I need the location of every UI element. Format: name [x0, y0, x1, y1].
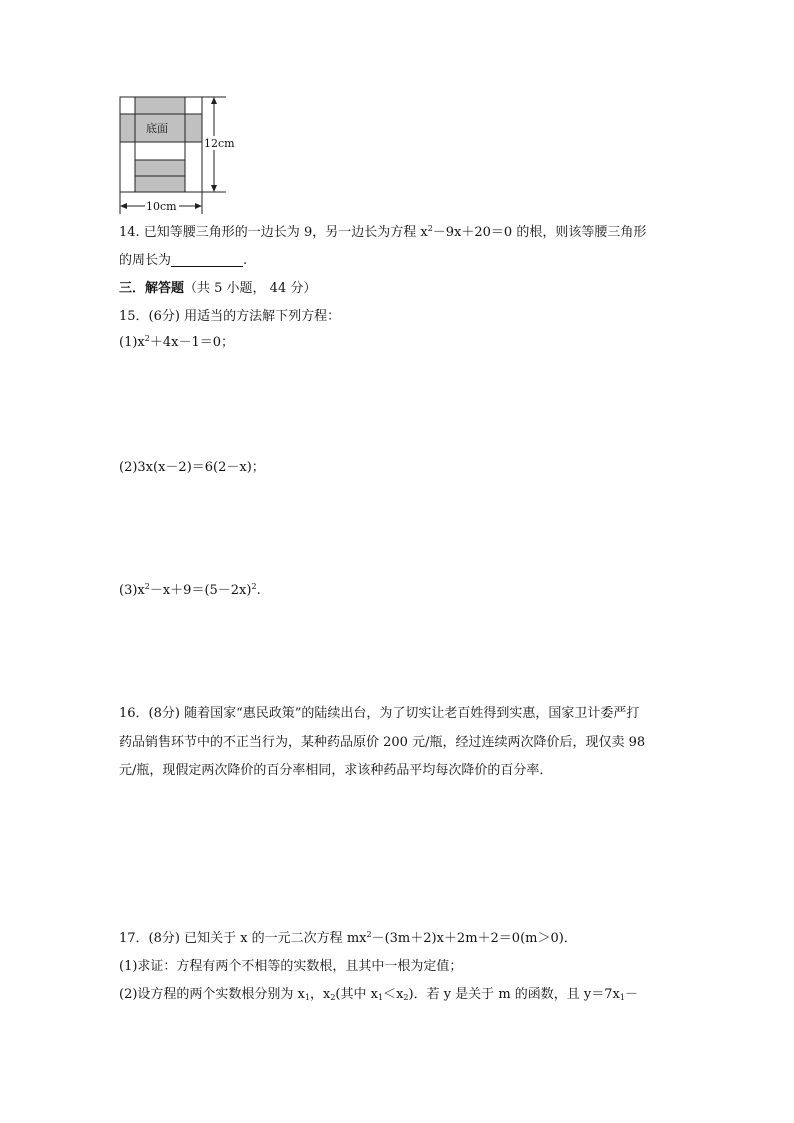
- q15-intro-text: 15．(6分) 用适当的方法解下列方程：: [119, 309, 341, 324]
- q17-sub-4: 2: [403, 993, 409, 1002]
- q16-text-3: 元/瓶，现假定两次降价的百分率相同，求该种药品平均每次降价的百分率．: [119, 763, 553, 778]
- q17-line-2: [119, 958, 462, 976]
- height-label: 12cm: [204, 137, 235, 150]
- q15-part-1: [119, 334, 234, 352]
- height-arrow-down: [211, 185, 217, 192]
- q16-line-1: [119, 705, 639, 723]
- q17-l3-d: ＜x: [383, 987, 404, 1002]
- top-flap-cell: [135, 97, 185, 114]
- width-label: 10cm: [146, 200, 177, 213]
- section-3-detail: （共 5 小题， 44 分）: [184, 281, 317, 296]
- section-3-label: 三．解答题: [119, 281, 185, 296]
- q14-line-1: [119, 224, 646, 242]
- height-arrow-up: [211, 97, 217, 104]
- q15-p3-exp1: 2: [144, 582, 150, 591]
- q16-text-1: 16．(8分) 随着国家“惠民政策”的陆续出台，为了切实让老百姓得到实惠，国家卫计委严打: [119, 706, 640, 721]
- q15-p2-text: (2)3x(x－2)＝6(2－x)；: [119, 460, 265, 475]
- q14-text-b: －9x＋20＝0 的根，则该等腰三角形: [432, 225, 647, 240]
- width-arrow-right: [195, 203, 202, 209]
- q16-line-2: [119, 734, 645, 752]
- box-net-figure: [0, 0, 794, 230]
- q15-p3-c: .: [256, 583, 261, 598]
- q17-sub-2: 2: [330, 993, 336, 1002]
- q14-text-c: 的周长为: [119, 253, 172, 268]
- q17-text-c: (1)求证：方程有两个不相等的实数根，且其中一根为定值；: [119, 959, 463, 974]
- q17-l3-e: )．若 y 是关于 m 的函数，且 y＝7x: [408, 987, 620, 1002]
- q15-part-3: [119, 582, 261, 600]
- q15-p1-a: (1)x: [119, 335, 145, 350]
- width-arrow-left: [120, 203, 127, 209]
- q15-p3-b: －x＋9＝(5－2x): [149, 583, 252, 598]
- section-3-heading: [119, 280, 316, 298]
- q15-part-2: [119, 459, 265, 477]
- q14-text-d: .: [243, 253, 248, 268]
- q17-text-b: －(3m＋2)x＋2m＋2＝0(m＞0)．: [371, 931, 577, 946]
- q15-p3-exp2: 2: [251, 582, 257, 591]
- q17-sub-3: 1: [377, 993, 384, 1002]
- q16-text-2: 药品销售环节中的不正当行为，某种药品原价 200 元/瓶，经过连续两次降价后，现仅卖 98: [119, 735, 646, 750]
- q17-l3-f: －: [624, 987, 638, 1002]
- q15-intro: [119, 308, 340, 326]
- q17-l3-b: ，x: [309, 987, 331, 1002]
- bottom-face-label: 底面: [146, 122, 168, 135]
- q16-line-3: [119, 762, 552, 780]
- q14-exponent: 2: [427, 224, 433, 233]
- q17-sub-1: 1: [304, 993, 310, 1002]
- q15-p1-exp: 2: [144, 334, 150, 343]
- q17-l3-c: (其中 x: [335, 987, 378, 1002]
- q17-line-3: [119, 986, 638, 1004]
- q14-answer-blank[interactable]: [171, 253, 243, 267]
- q15-p1-b: ＋4x－1＝0；: [149, 335, 234, 350]
- q17-l3-a: (2)设方程的两个实数根分别为 x: [119, 987, 305, 1002]
- q17-exp: 2: [366, 930, 372, 939]
- q14-line-2: [119, 252, 247, 270]
- q14-text-a: 14. 已知等腰三角形的一边长为 9，另一边长为方程 x: [119, 225, 428, 240]
- q15-p3-a: (3)x: [119, 583, 145, 598]
- q17-sub-5: 1: [619, 993, 625, 1002]
- q17-text-a: 17．(8分) 已知关于 x 的一元二次方程 mx: [119, 931, 367, 946]
- q17-line-1: [119, 930, 577, 948]
